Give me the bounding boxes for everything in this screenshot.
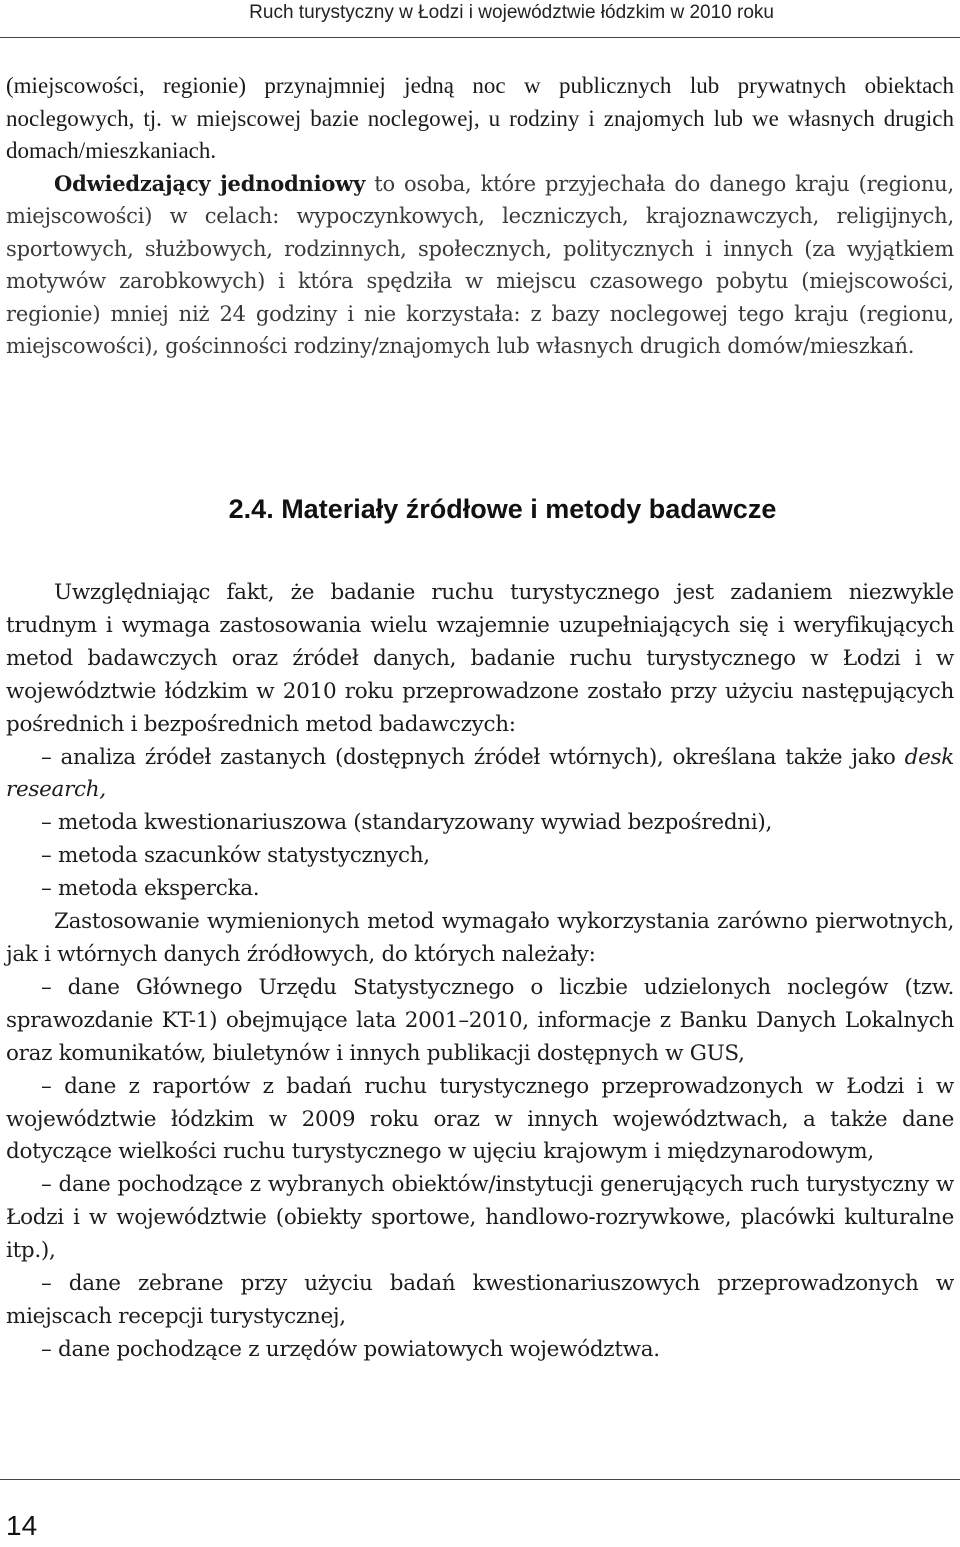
method-italic-term: desk research, [6, 744, 954, 803]
section-paragraph-2: Zastosowanie wymienionych metod wymagało wykorzystania zarówno pierwotnych, jak i wtórnych danych źródłowych, do których należały: [6, 909, 954, 967]
page-number: 14 [6, 1510, 38, 1541]
section-body [6, 577, 954, 1367]
definition-term: Odwiedzający jednodniowy [54, 170, 366, 196]
method-text: – analiza źródeł zastanych (dostępnych źródeł wtórnych), określana także jako [41, 744, 905, 770]
method-item [6, 742, 954, 808]
header-divider [0, 37, 960, 38]
intro-continuation: (miejscowości, regionie) przynajmniej jedną noc w publicznych lub prywatnych obiektach noclegowych, tj. w miejscowej bazie noclegowej, u rodziny i znajomych lub we własnych drugich domach/mieszkaniach. [6, 73, 954, 163]
section-heading: 2.4. Materiały źródłowe i metody badawcze [228, 494, 777, 524]
method-item: – metoda szacunków statystycznych, [41, 843, 430, 869]
section-paragraph-1: Uwzględniając fakt, że badanie ruchu turystycznego jest zadaniem niezwykle trudnym i wymaga zastosowania wielu wzajemnie uzupełniających się i weryfikujących metod badawczych oraz źródeł danych, badanie ruchu turystycznego w Łodzi i w województwie łódzkim w 2010 roku przeprowadzone zostało przy użyciu następujących pośrednich i bezpośrednich metod badawczych: [6, 580, 954, 737]
method-item: – metoda ekspercka. [41, 876, 260, 902]
definition-text: to osoba, które przyjechała do danego kraju (regionu, miejscowości) w celach: wypoczynkowych, leczniczych, krajoznawczych, religijnych, sportowych, służbowych, rodzinnych, społecznych, politycznych i innych (za wyjątkiem motywów zarobkowych) i która spędziła w miejscu czasowego pobytu (miejscowości, regionie) mniej niż 24 godziny i nie korzystała: z bazy noclegowej tego kraju (regionu, miejscowości), gościnności rodziny/znajomych lub własnych drugich domów/mieszkań. [6, 171, 954, 359]
intro-block [6, 70, 954, 363]
footer-divider [0, 1479, 960, 1480]
method-item: – metoda kwestionariuszowa (standaryzowany wywiad bezpośredni), [41, 810, 773, 836]
definition-paragraph [6, 168, 954, 364]
source-item: – dane Głównego Urzędu Statystycznego o liczbie udzielonych noclegów (tzw. sprawozdanie KT-1) obejmujące lata 2001–2010, informacje z Banku Danych Lokalnych oraz komunikatów, biuletynów i innych publikacji dostępnych w GUS, [6, 974, 954, 1066]
source-item: – dane pochodzące z urzędów powiatowych województwa. [41, 1336, 660, 1362]
source-item: – dane pochodzące z wybranych obiektów/instytucji generujących ruch turystyczny w Łodzi i w województwie (obiekty sportowe, handlowo-rozrywkowe, placówki kulturalne itp.), [6, 1172, 954, 1264]
source-item: – dane zebrane przy użyciu badań kwestionariuszowych przeprowadzonych w miejscach recepcji turystycznej, [6, 1271, 954, 1329]
source-item: – dane z raportów z badań ruchu turystycznego przeprowadzonych w Łodzi i w województwie łódzkim w 2009 roku oraz w innych województwach, a także dane dotyczące wielkości ruchu turystycznego w ujęciu krajowym i międzynarodowym, [6, 1073, 954, 1165]
running-header: Ruch turystyczny w Łodzi i województwie łódzkim w 2010 roku [249, 2, 774, 23]
